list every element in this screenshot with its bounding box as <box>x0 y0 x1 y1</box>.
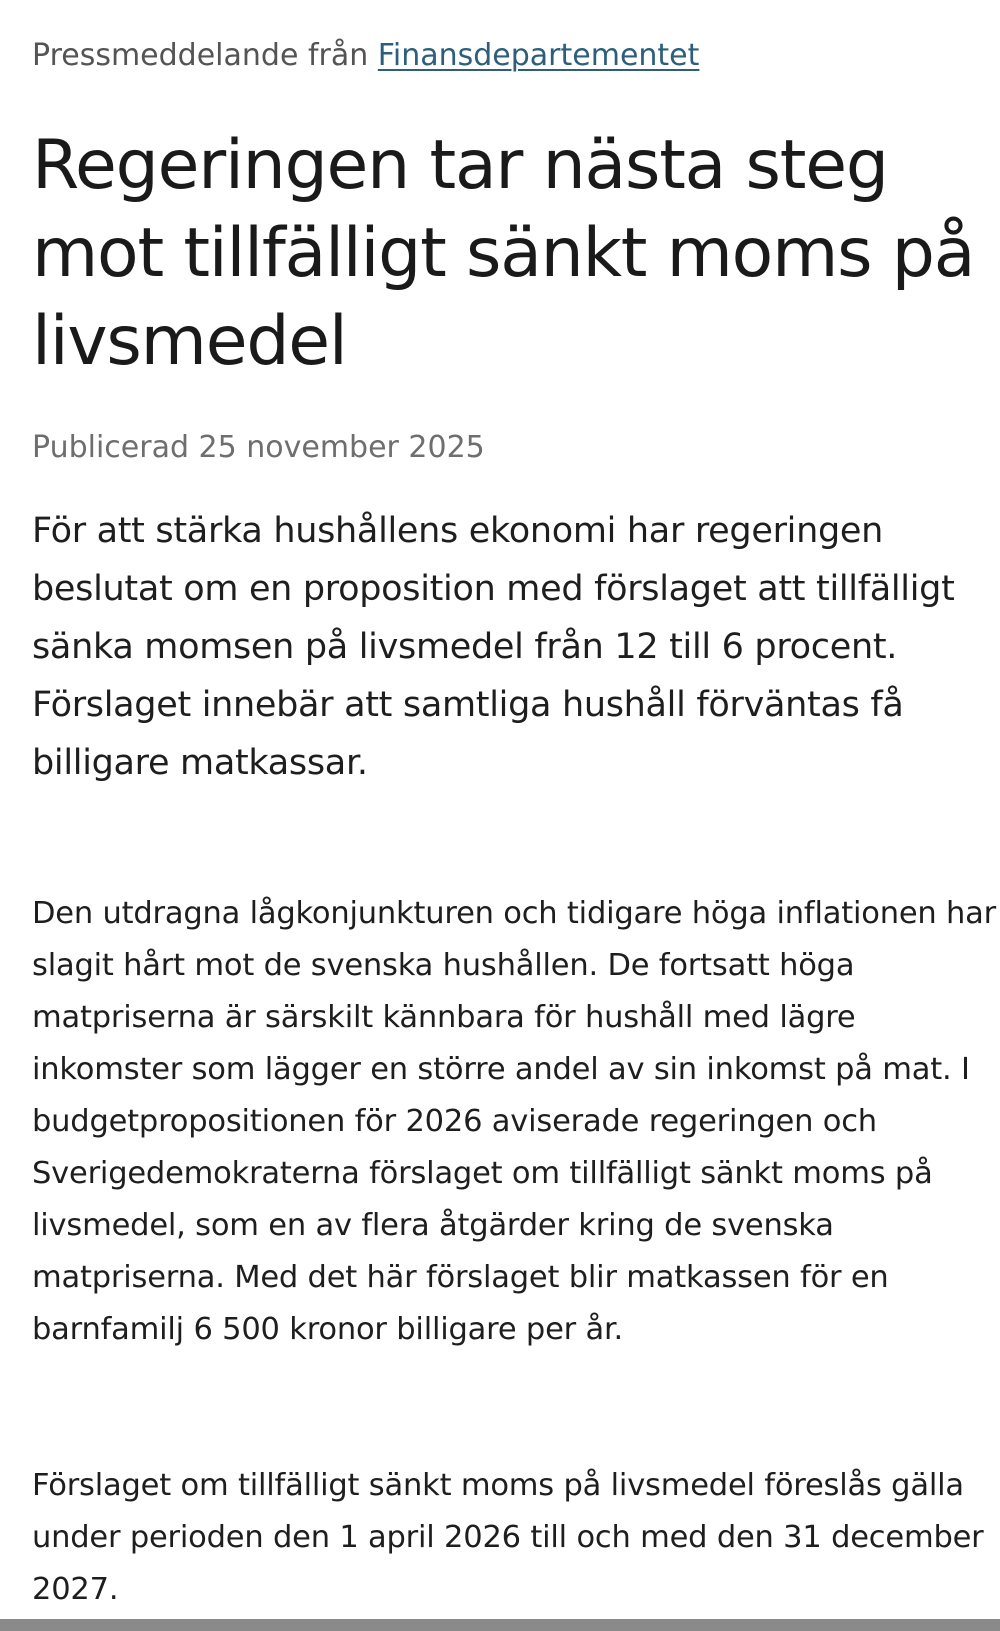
article-title: Regeringen tar nästa steg mot tillfälligt sänkt moms på livsmedel <box>32 126 975 381</box>
department-link[interactable]: Finansdepartementet <box>377 38 700 73</box>
press-release-source <box>32 34 992 78</box>
bottom-scroll-bar <box>0 1619 1000 1631</box>
article-paragraph: Förslaget om tillfälligt sänkt moms på livsmedel föreslås gälla under perioden den 1 april 2026 till och med den 31 december 2027. <box>32 1468 984 1607</box>
article-paragraph: Den utdragna lågkonjunkturen och tidigare höga inflationen har slagit hårt mot de svenska hushållen. De fortsatt höga matpriserna är särskilt kännbara för hushåll med lägre inkomster som lägger en större andel av sin inkomst på mat. I budgetpropositionen för 2026 aviserade regeringen och Sverigedemokraterna förslaget om tillfälligt sänkt moms på livsmedel, som en av flera åtgärder kring de svenska matpriserna. Med det här förslaget blir matkassen för en barnfamilj 6 500 kronor billigare per år. <box>32 896 996 1347</box>
article-lead: För att stärka hushållens ekonomi har regeringen beslutat om en proposition med förslaget att tillfälligt sänka momsen på livsmedel från 12 till 6 procent. Förslaget innebär att samtliga hushåll förväntas få billigare matkassar. <box>32 511 955 783</box>
press-release-article <box>32 0 996 1607</box>
publish-date: Publicerad 25 november 2025 <box>32 430 485 465</box>
kicker-prefix: Pressmeddelande från <box>32 38 369 73</box>
